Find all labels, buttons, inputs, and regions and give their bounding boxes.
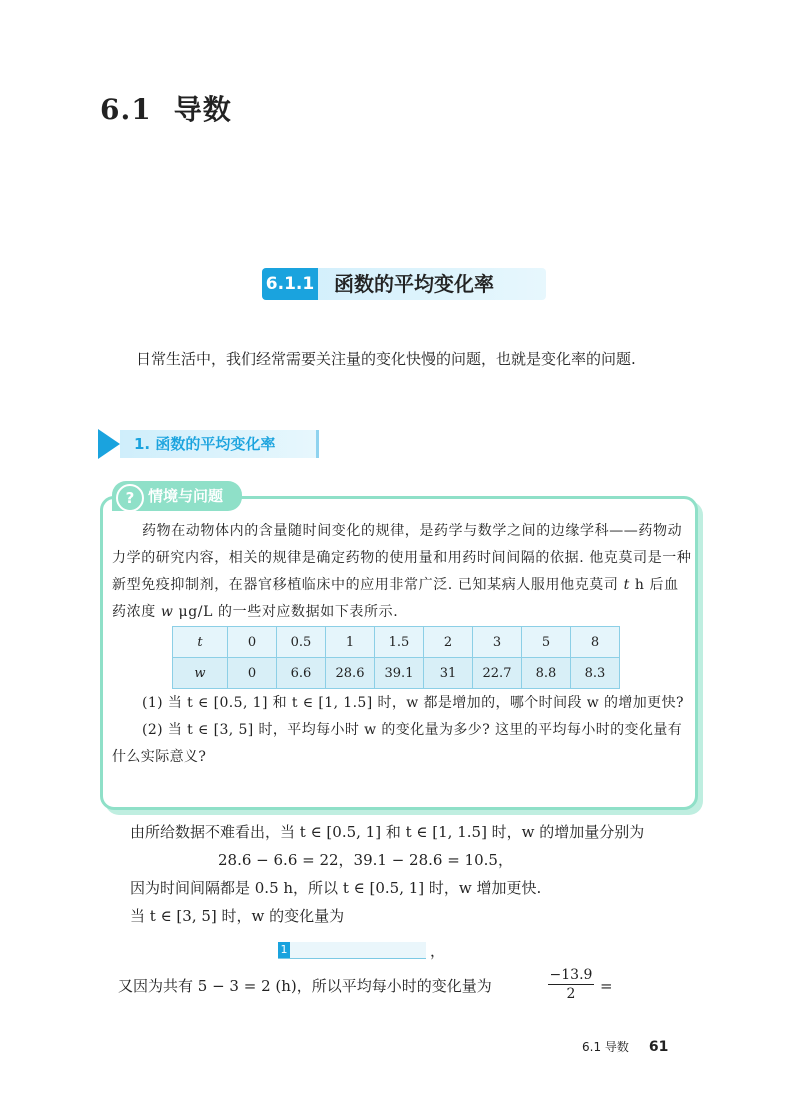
subsection-heading bbox=[98, 429, 320, 459]
table-row-t: t 0 0.5 1 1.5 2 3 5 8 bbox=[173, 627, 620, 658]
page-footer bbox=[582, 1038, 668, 1055]
intro-paragraph: 日常生活中，我们经常需要关注量的变化快慢的问题，也就是变化率的问题. bbox=[136, 350, 636, 368]
solution-equation: 28.6 − 6.6 = 22，39.1 − 28.6 = 10.5， bbox=[218, 851, 513, 869]
solution-line-1: 由所给数据不难看出，当 t ∈ [0.5, 1] 和 t ∈ [1, 1.5] 时，w 的增加量分别为 bbox=[130, 823, 645, 841]
fraction-denominator: 2 bbox=[566, 986, 576, 1002]
fraction-numerator: −13.9 bbox=[549, 967, 593, 983]
section-number: 6.1.1 bbox=[262, 268, 318, 300]
footer-section: 6.1 导数 bbox=[582, 1040, 629, 1054]
chapter-title bbox=[100, 88, 232, 128]
blank-comma: ， bbox=[430, 942, 446, 960]
table-row-w: w 0 6.6 28.6 39.1 31 22.7 8.8 8.3 bbox=[173, 658, 620, 689]
section-title: 函数的平均变化率 bbox=[334, 272, 494, 296]
context-box-label: 情境与问题 bbox=[148, 487, 224, 505]
solution-line-2: 因为时间间隔都是 0.5 h，所以 t ∈ [0.5, 1] 时，w 增加更快. bbox=[130, 879, 542, 897]
context-box-tab bbox=[112, 481, 242, 511]
context-questions bbox=[112, 690, 690, 771]
section-banner bbox=[262, 268, 546, 300]
fraction bbox=[548, 966, 594, 1003]
chapter-name: 导数 bbox=[173, 93, 232, 126]
question-2: (2) 当 t ∈ [3, 5] 时，平均每小时 w 的变化量为多少? 这里的平均每小时的变化量有什么实际意义? bbox=[112, 722, 683, 765]
answer-blank[interactable] bbox=[278, 942, 426, 959]
solution-line-4: 又因为共有 5 − 3 = 2 (h)，所以平均每小时的变化量为 bbox=[118, 977, 492, 995]
context-paragraph: 药物在动物体内的含量随时间变化的规律，是药学与数学之间的边缘学科——药物动力学的研究内容，相关的规律是确定药物的使用量和用药时间间隔的依据. 他克莫司是一种新型免疫抑制剂，在器官移植临床中的应用非常广泛. 已知某病人服用他克莫司 t h 后血药浓度 w μg/L 的一些对应数据如下表所示. bbox=[112, 523, 692, 620]
question-1: (1) 当 t ∈ [0.5, 1] 和 t ∈ [1, 1.5] 时，w 都是增加的，哪个时间段 w 的增加更快? bbox=[142, 695, 684, 711]
page-number: 61 bbox=[648, 1039, 669, 1055]
blank-number: 1 bbox=[278, 942, 290, 958]
question-icon: ? bbox=[116, 484, 144, 512]
arrow-icon bbox=[98, 429, 120, 459]
equals-sign: = bbox=[600, 977, 613, 995]
subsection-label: 1. 函数的平均变化率 bbox=[134, 435, 276, 453]
solution-text bbox=[100, 818, 700, 930]
chapter-number: 6.1 bbox=[100, 93, 152, 126]
solution-line-3: 当 t ∈ [3, 5] 时，w 的变化量为 bbox=[130, 907, 345, 925]
data-table bbox=[172, 626, 620, 689]
